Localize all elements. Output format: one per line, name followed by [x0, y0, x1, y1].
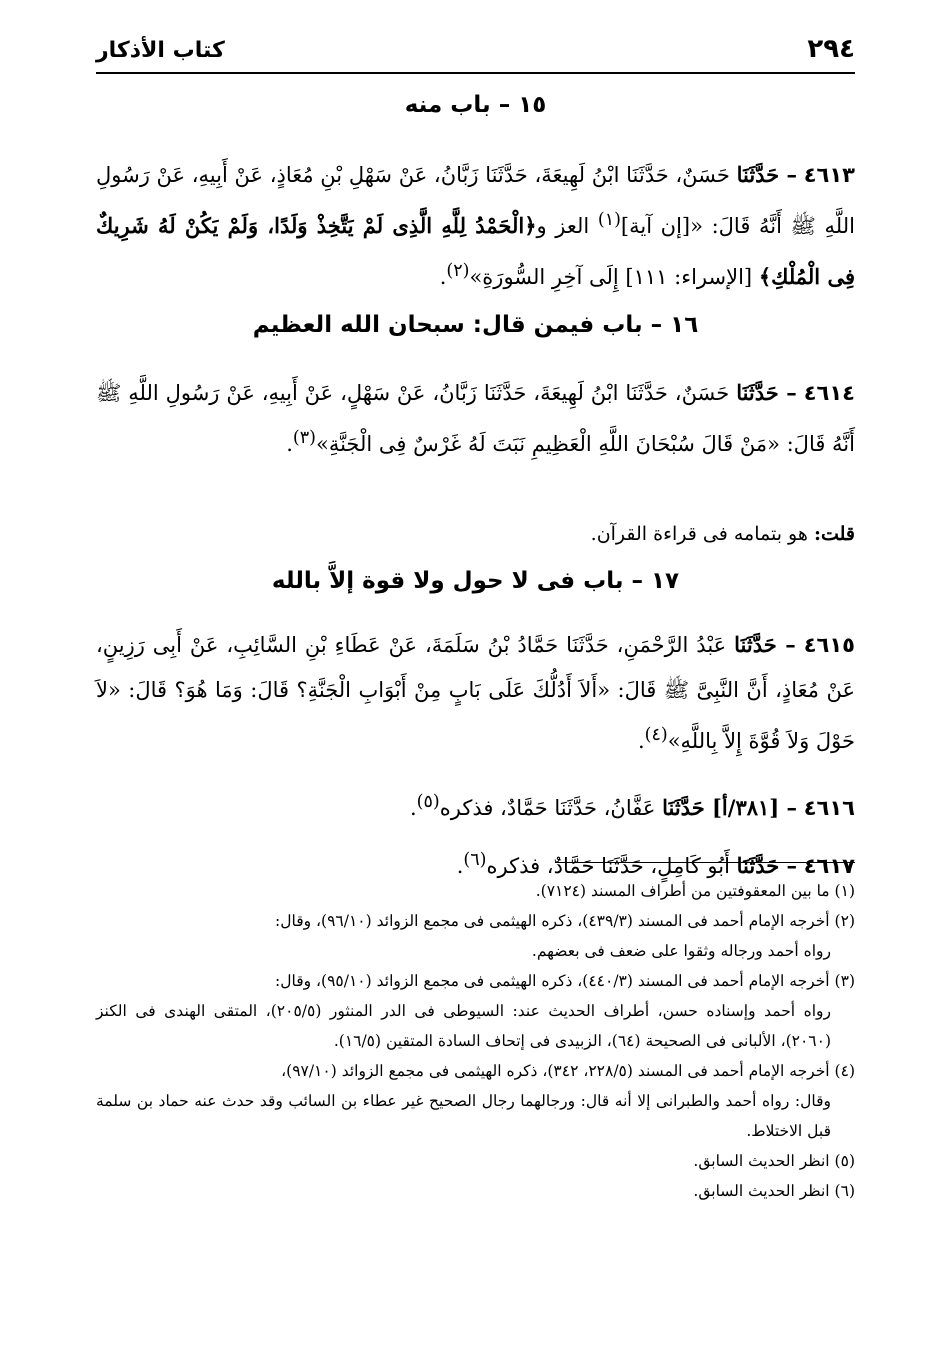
section-16 [96, 312, 855, 338]
footnote-item [96, 1176, 855, 1206]
hadith-lead: – حَدَّثَنَا [736, 162, 797, 187]
hadith-lead: – [٣٨١/أ] حَدَّثَنَا [662, 795, 798, 820]
note-label: قلت: [813, 523, 855, 545]
hadith-4613 [96, 152, 855, 300]
page-number: ٢٩٤ [807, 34, 855, 64]
footnote-ref: (١) [597, 210, 621, 230]
note-text: هو بتمامه فى قراءة القرآن. [590, 523, 808, 545]
footnote-ref: (٤) [644, 725, 668, 745]
hadith-text: أَبُو كَامِلٍ، حَدَّثَنَا حَمَّادٌ، فذكره [486, 854, 730, 878]
footnote-number: (٣) [834, 972, 855, 990]
footnote-ref: (٢) [446, 261, 470, 281]
footnote-ref: (٥) [416, 792, 440, 812]
footnote-text: انظر الحديث السابق. [693, 1182, 830, 1200]
footnote-item [96, 1056, 855, 1146]
footnote-text: ما بين المعقوفتين من أطراف المسند (٧١٢٤). [535, 882, 830, 900]
hadith-4616 [96, 780, 855, 831]
section-heading: ١٦ – باب فيمن قال: سبحان الله العظيم [252, 312, 699, 338]
footnote-item [96, 1146, 855, 1176]
footnotes [96, 876, 855, 1206]
scholar-note [96, 514, 855, 554]
footnote-number: (٦) [834, 1182, 855, 1200]
hadith-lead: – حَدَّثَنَا [734, 632, 796, 657]
hadith-lead: – حَدَّثَنَا [736, 380, 797, 405]
hadith-text: حَسَنٌ، حَدَّثَنَا ابْنُ لَهِيعَةَ، حَدَّثَنَا زَبَّانُ، عَنْ سَهْلِ بْنِ مُعَاذٍ، عَنْ أَبِيهِ، عَنْ رَسُولِ اللَّهِ ﷺ أَنَّهُ قَالَ: «[إن آية] [96, 163, 855, 238]
footnote-text: أخرجه الإمام أحمد فى المسند (٢٢٨/٥، ٣٤٢)، ذكره الهيثمى فى مجمع الزوائد (٩٧/١٠)، [281, 1062, 830, 1080]
footnote-continuation: رواه أحمد ورجاله وثقوا على ضعف فى بعضهم. [531, 942, 831, 960]
footnote-number: (٤) [834, 1062, 855, 1080]
quran-quote: ﴿الْحَمْدُ لِلَّهِ الَّذِى لَمْ يَتَّخِذْ وَلَدًا، وَلَمْ يَكُنْ لَهُ شَرِيكٌ فِى الْمُلْكِ﴾ [96, 213, 855, 289]
book-title: كتاب الأذكار [96, 38, 225, 63]
hadith-end: . [456, 854, 464, 878]
footnote-text: أخرجه الإمام أحمد فى المسند (٤٣٩/٣)، ذكره الهيثمى فى مجمع الزوائد (٩٦/١٠)، وقال: [275, 912, 830, 930]
hadith-text: عَبْدُ الرَّحْمَنِ، حَدَّثَنَا حَمَّادُ بْنُ سَلَمَةَ، عَنْ عَطَاءِ بْنِ السَّائِبِ، عَنْ أَبِى رَزِينٍ، عَنْ مُعَاذٍ، أَنَّ النَّبِىَّ ﷺ قَالَ: «أَلاَ أَدُلُّكَ عَلَى بَابٍ مِنْ أَبْوَابِ الْجَنَّةِ؟ قَالَ: وَمَا هُوَ؟ قَالَ: «لاَ حَوْلَ وَلاَ قُوَّةَ إِلاَّ بِاللَّهِ» [96, 633, 855, 753]
hadith-text: عَفَّانُ، حَدَّثَنَا حَمَّادٌ، فذكره [439, 796, 656, 820]
footnote-item [96, 876, 855, 906]
hadith-text: حَسَنٌ، حَدَّثَنَا ابْنُ لَهِيعَةَ، حَدَّثَنَا زَبَّانُ، عَنْ سَهْلٍ، عَنْ أَبِيهِ، عَنْ رَسُولِ اللَّهِ ﷺ أَنَّهُ قَالَ: «مَنْ قَالَ سُبْحَانَ اللَّهِ الْعَظِيمِ نَبَتَ لَهُ غَرْسٌ فِى الْجَنَّةِ» [96, 381, 855, 456]
hadith-4615 [96, 622, 855, 764]
section-15 [96, 92, 855, 118]
hadith-text: [الإسراء: ١١١] إِلَى آخِرِ السُّورَةِ» [469, 265, 753, 289]
footnote-item [96, 906, 855, 966]
footnote-text: أخرجه الإمام أحمد فى المسند (٤٤٠/٣)، ذكره الهيثمى فى مجمع الزوائد (٩٥/١٠)، وقال: [275, 972, 830, 990]
footnote-continuation: رواه أحمد وإسناده حسن، أطراف الحديث عند: السيوطى فى الدر المنثور (٢٠٥/٥)، المتقى الهندى فى الكنز (٢٠٦٠)، الألبانى فى الصحيحة (٦٤)، الزبيدى فى إتحاف السادة المتقين (١٦/٥). [96, 1002, 831, 1050]
hadith-end: . [409, 796, 417, 820]
footnote-divider [555, 862, 855, 863]
hadith-end: . [637, 729, 645, 753]
footnote-item [96, 966, 855, 1056]
footnote-ref: (٦) [463, 850, 487, 870]
hadith-number: ٤٦١٣ [803, 163, 855, 187]
book-page [96, 30, 855, 1343]
section-17 [96, 568, 855, 594]
hadith-text: العز و [536, 214, 590, 238]
hadith-lead: – حَدَّثَنَا [736, 853, 798, 878]
footnote-continuation: وقال: رواه أحمد والطبرانى إلا أنه قال: ورجالهما رجال الصحيح غير عطاء بن السائب وقد حدث عنه حماد بن سلمة قبل الاختلاط. [96, 1092, 831, 1140]
page-header [96, 30, 855, 74]
footnote-number: (٥) [834, 1152, 855, 1170]
hadith-number: ٤٦١٤ [803, 381, 855, 405]
hadith-number: ٤٦١٥ [803, 633, 855, 657]
footnote-number: (١) [834, 882, 855, 900]
footnote-text: انظر الحديث السابق. [693, 1152, 830, 1170]
section-heading: ١٧ – باب فى لا حول ولا قوة إلاَّ بالله [271, 568, 680, 594]
hadith-end: . [286, 432, 293, 456]
hadith-end: . [439, 265, 447, 289]
hadith-4614 [96, 370, 855, 467]
hadith-number: ٤٦١٧ [803, 854, 855, 878]
hadith-number: ٤٦١٦ [803, 796, 855, 820]
footnote-ref: (٣) [292, 428, 316, 448]
section-heading: ١٥ – باب منه [404, 92, 547, 118]
footnote-number: (٢) [834, 912, 855, 930]
footnote-divider-wrap [96, 862, 855, 863]
